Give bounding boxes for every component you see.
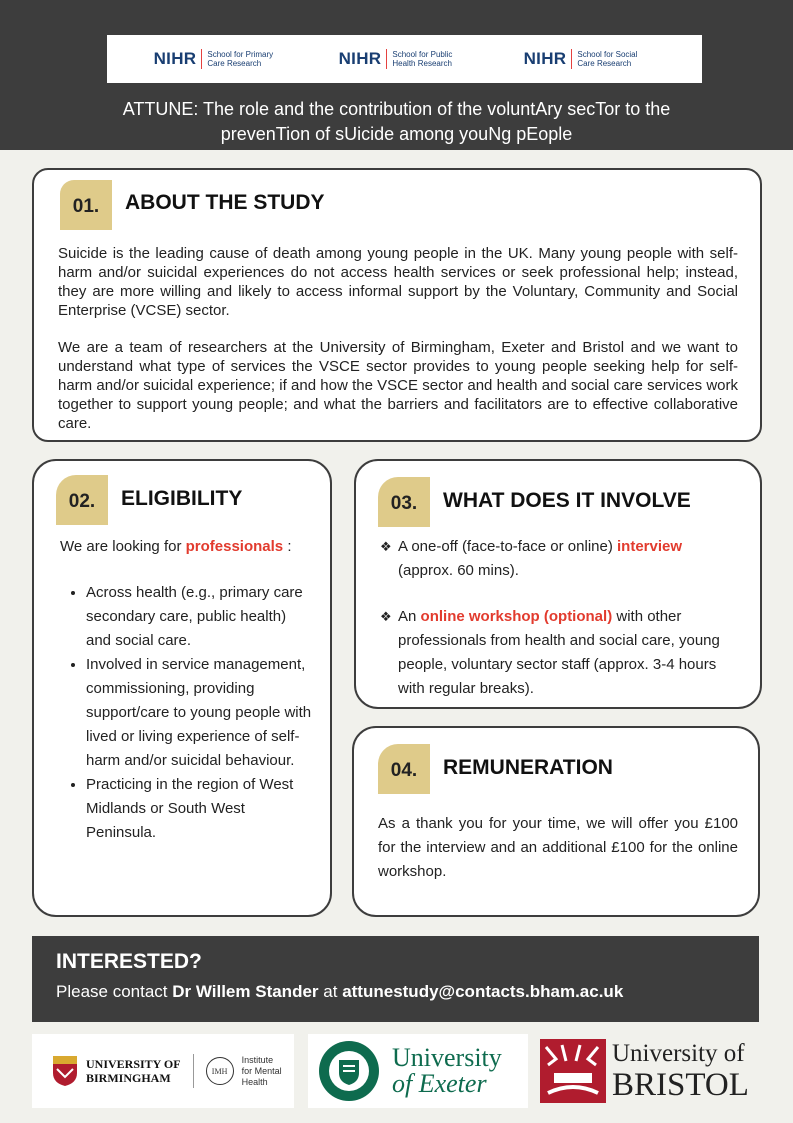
bristol-crest-icon xyxy=(540,1039,606,1103)
nihr-logo-public-health xyxy=(339,49,471,69)
section-heading: ABOUT THE STUDY xyxy=(125,191,325,214)
divider xyxy=(571,49,572,69)
involve-item-workshop xyxy=(380,605,740,701)
birmingham-logo xyxy=(32,1034,294,1108)
bristol-line-1: University of xyxy=(612,1040,745,1067)
page-title xyxy=(0,97,793,147)
exeter-crest-icon xyxy=(318,1040,380,1102)
nihr-logo-strip xyxy=(107,35,702,83)
list-item: • Involved in service management, commissioning, providing support/care to young people with lived or living experience of self-harm and/or suicidal behaviour. xyxy=(86,653,315,773)
bristol-logo xyxy=(540,1034,762,1108)
divider xyxy=(201,49,202,69)
workshop-highlight: online workshop (optional) xyxy=(420,608,613,625)
item-text: with other professionals from health and social care, young people, voluntary sector staff (approx. 3-4 hours with regular breaks). xyxy=(398,608,720,697)
nihr-school-name: School for Primary Care Research xyxy=(207,50,274,68)
imh-badge-icon: IMH xyxy=(206,1057,234,1085)
eligibility-list xyxy=(70,581,315,845)
section-heading: REMUNERATION xyxy=(443,756,613,779)
involve-card xyxy=(354,459,762,709)
diamond-bullet-icon: ❖ xyxy=(380,609,392,624)
nihr-school-name: School for Public Health Research xyxy=(392,50,453,68)
contact-prefix: Please contact xyxy=(56,982,168,1001)
about-study-card xyxy=(32,168,762,442)
nihr-logo-social-care xyxy=(524,49,656,69)
remuneration-card xyxy=(352,726,760,917)
remuneration-text: As a thank you for your time, we will offer you £100 for the interview and an additional £100 for the online workshop. xyxy=(378,815,738,880)
item-text: (approx. 60 mins). xyxy=(398,562,519,579)
contact-at: at xyxy=(323,982,338,1001)
imh-line: for Mental xyxy=(241,1065,282,1076)
nihr-mark: NIHR xyxy=(523,49,567,68)
section-heading: ELIGIBILITY xyxy=(121,487,243,510)
intro-text: We are looking for xyxy=(60,538,182,555)
contact-heading: INTERESTED? xyxy=(56,950,202,973)
interview-highlight: interview xyxy=(617,538,683,555)
birmingham-crest-icon xyxy=(52,1055,78,1087)
exeter-wordmark xyxy=(392,1045,502,1097)
section-number: 04. xyxy=(378,744,430,794)
birmingham-line-1: UNIVERSITY OF xyxy=(86,1057,181,1071)
birmingham-wordmark xyxy=(86,1057,181,1085)
bristol-line-2: BRISTOL xyxy=(612,1067,749,1103)
nihr-school-name: School for Social Care Research xyxy=(577,50,638,68)
section-number: 02. xyxy=(56,475,108,525)
imh-line: Health xyxy=(241,1076,268,1087)
nihr-mark: NIHR xyxy=(153,49,197,68)
involve-item-text xyxy=(398,605,740,701)
imh-text xyxy=(242,1055,282,1088)
list-item: • Practicing in the region of West Midlands or South West Peninsula. xyxy=(86,773,315,845)
nihr-mark: NIHR xyxy=(338,49,382,68)
involve-item-text xyxy=(398,535,740,583)
item-text: An xyxy=(398,608,417,625)
contact-name: Dr Willem Stander xyxy=(172,982,319,1001)
about-paragraph-2: We are a team of researchers at the University of Birmingham, Exeter and Bristol and we want to understand what type of services the VSCE sector provides to young people seeking help for self-harm and/or suicidal experience; if and how the VSCE sector and health and social care services work together to support young people; and what the barriers and facilitators are to effective collaborative care. xyxy=(58,339,738,432)
eligibility-card xyxy=(32,459,332,917)
contact-line xyxy=(56,982,735,1002)
eligibility-intro xyxy=(60,535,320,559)
contact-email-link[interactable]: attunestudy@contacts.bham.ac.uk xyxy=(342,982,624,1001)
diamond-bullet-icon: ❖ xyxy=(380,539,392,554)
exeter-line-1: University xyxy=(392,1043,502,1072)
exeter-line-2: of Exeter xyxy=(392,1069,487,1098)
bristol-wordmark xyxy=(612,1040,749,1102)
list-item: • Across health (e.g., primary care secondary care, public health) and social care. xyxy=(86,581,315,653)
professionals-highlight: professionals xyxy=(185,538,284,555)
section-number: 01. xyxy=(60,180,112,230)
intro-colon: : xyxy=(283,538,292,555)
imh-line: Institute xyxy=(241,1054,274,1065)
title-line-1: ATTUNE: The role and the contribution of the voluntAry secTor to the xyxy=(122,99,671,119)
title-line-2: prevenTion of sUicide among youNg pEople xyxy=(220,124,573,144)
divider xyxy=(386,49,387,69)
header-banner xyxy=(0,0,793,150)
birmingham-line-2: BIRMINGHAM xyxy=(86,1071,171,1085)
about-paragraph-1: Suicide is the leading cause of death among young people in the UK. Many young people with self-harm and/or suicidal experiences do not access health services or seek professional help; instead, they are more willing and likely to access informal support by the Voluntary, Community and Social Enterprise (VCSE) sector. xyxy=(58,245,738,319)
nihr-logo-primary-care xyxy=(154,49,286,69)
section-heading: WHAT DOES IT INVOLVE xyxy=(443,489,691,512)
involve-item-interview xyxy=(380,535,740,583)
section-number: 03. xyxy=(378,477,430,527)
contact-banner xyxy=(32,936,759,1022)
exeter-logo xyxy=(308,1034,528,1108)
item-text: A one-off (face-to-face or online) xyxy=(398,538,613,555)
divider xyxy=(193,1054,194,1088)
